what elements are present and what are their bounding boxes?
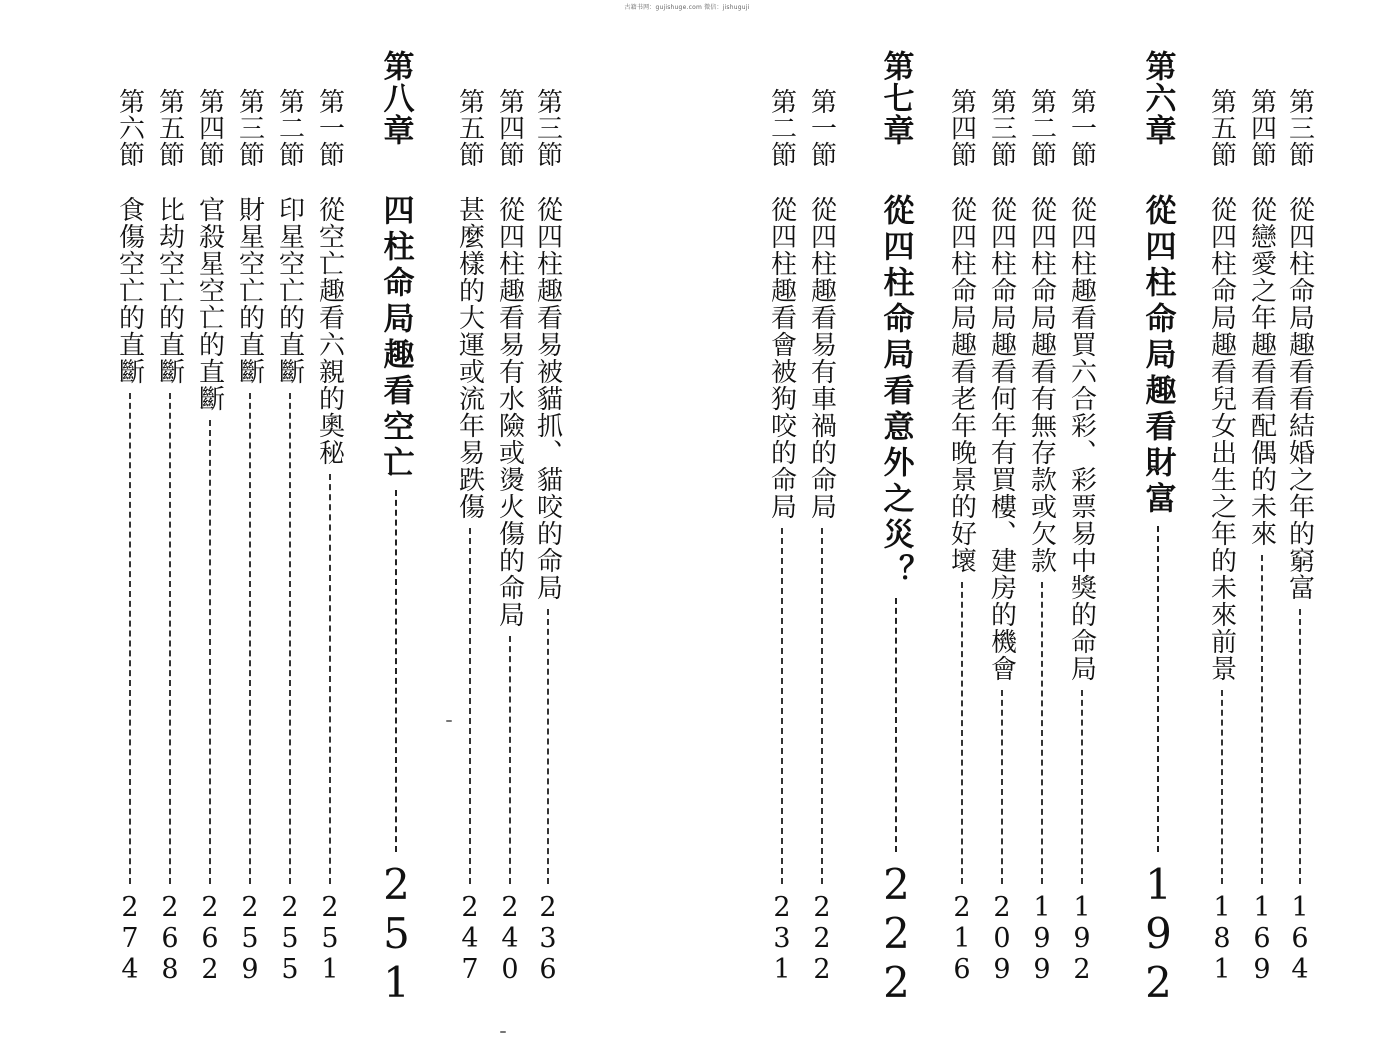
page-number: 240	[494, 892, 526, 985]
page-number: 222	[806, 892, 838, 985]
dotted-leader	[895, 598, 897, 852]
page-number: 222	[872, 860, 921, 1007]
dotted-leader	[169, 393, 171, 884]
section-label: 第三節	[1284, 88, 1315, 168]
dotted-leader	[129, 393, 131, 884]
section-entry	[273, 0, 307, 1059]
page-number: 192	[1066, 892, 1098, 985]
section-label: 第二節	[766, 88, 797, 168]
dotted-leader	[249, 393, 251, 884]
dotted-leader	[289, 393, 291, 884]
section-title: 從四柱趣看易有水險或燙火傷的命局	[494, 196, 525, 628]
section-label: 第五節	[1206, 88, 1237, 168]
dotted-leader	[547, 609, 549, 884]
dotted-leader	[1261, 555, 1263, 884]
page-number: 169	[1246, 892, 1278, 985]
section-title: 比劫空亡的直斷	[154, 196, 185, 385]
dotted-leader	[1157, 526, 1159, 852]
section-label: 第四節	[946, 88, 977, 168]
section-title: 從四柱命局趣看何年有買樓、建房的機會	[986, 196, 1017, 682]
page-number: 216	[946, 892, 978, 985]
section-entry	[153, 0, 187, 1059]
section-entry	[945, 0, 979, 1059]
section-label: 第四節	[1246, 88, 1277, 168]
section-entry	[765, 0, 799, 1059]
section-entry	[1205, 0, 1239, 1059]
section-title: 食傷空亡的直斷	[114, 196, 145, 385]
chapter-label: 第七章	[877, 50, 914, 146]
section-title: 從四柱趣看易被貓抓、貓咬的命局	[532, 196, 563, 601]
section-title: 官殺星空亡的直斷	[194, 196, 225, 412]
dotted-leader	[209, 420, 211, 884]
page-number: 164	[1284, 892, 1316, 985]
dotted-leader	[395, 490, 397, 852]
scan-speck	[500, 1031, 506, 1033]
section-entry	[453, 0, 487, 1059]
page-number: 209	[986, 892, 1018, 985]
section-label: 第六節	[114, 88, 145, 168]
dotted-leader	[821, 528, 823, 884]
dotted-leader	[1299, 609, 1301, 884]
page-number: 251	[372, 860, 421, 1007]
section-title: 從四柱趣看會被狗咬的命局	[766, 196, 797, 520]
section-label: 第二節	[1026, 88, 1057, 168]
section-entry	[233, 0, 267, 1059]
section-label: 第四節	[194, 88, 225, 168]
dotted-leader	[1221, 690, 1223, 884]
page-number: 268	[154, 892, 186, 985]
dotted-leader	[1081, 690, 1083, 884]
page-number: 199	[1026, 892, 1058, 985]
dotted-leader	[1001, 690, 1003, 884]
dotted-leader	[1041, 582, 1043, 884]
page-number: 251	[314, 892, 346, 985]
dotted-leader	[329, 474, 331, 884]
dotted-leader	[469, 528, 471, 884]
chapter-entry	[872, 0, 921, 1059]
section-label: 第五節	[154, 88, 185, 168]
section-label: 第一節	[1066, 88, 1097, 168]
section-entry	[1245, 0, 1279, 1059]
section-entry	[805, 0, 839, 1059]
section-title: 從四柱趣看易有車禍的命局	[806, 196, 837, 520]
section-title: 從四柱命局趣看老年晚景的好壞	[946, 196, 977, 574]
dotted-leader	[509, 636, 511, 884]
section-title: 從四柱命局趣看看結婚之年的窮富	[1284, 196, 1315, 601]
section-title: 從戀愛之年趣看看配偶的未來	[1246, 196, 1277, 547]
dotted-leader	[961, 582, 963, 884]
section-entry	[313, 0, 347, 1059]
section-entry	[1025, 0, 1059, 1059]
section-entry	[531, 0, 565, 1059]
chapter-entry	[1134, 0, 1183, 1059]
page-number: 192	[1134, 860, 1183, 1007]
section-title: 甚麼樣的大運或流年易跌傷	[454, 196, 485, 520]
section-label: 第一節	[806, 88, 837, 168]
page-number: 262	[194, 892, 226, 985]
section-label: 第二節	[274, 88, 305, 168]
section-title: 印星空亡的直斷	[274, 196, 305, 385]
section-entry	[193, 0, 227, 1059]
chapter-label: 第六章	[1139, 50, 1176, 146]
section-title: 從四柱命局趣看兒女出生之年的未來前景	[1206, 196, 1237, 682]
chapter-title: 四柱命局趣看空亡	[377, 194, 414, 482]
section-label: 第三節	[532, 88, 563, 168]
section-label: 第三節	[986, 88, 1017, 168]
section-entry	[113, 0, 147, 1059]
section-entry	[1283, 0, 1317, 1059]
page-number: 259	[234, 892, 266, 985]
chapter-label: 第八章	[377, 50, 414, 146]
section-entry	[1065, 0, 1099, 1059]
chapter-title: 從四柱命局看意外之災？	[877, 194, 914, 590]
page-number: 247	[454, 892, 486, 985]
section-label: 第四節	[494, 88, 525, 168]
section-label: 第三節	[234, 88, 265, 168]
dotted-leader	[781, 528, 783, 884]
section-label: 第五節	[454, 88, 485, 168]
section-entry	[493, 0, 527, 1059]
chapter-title: 從四柱命局趣看財富	[1139, 194, 1176, 518]
section-entry	[985, 0, 1019, 1059]
scan-speck	[446, 720, 452, 722]
page-number: 255	[274, 892, 306, 985]
section-label: 第一節	[314, 88, 345, 168]
section-title: 從四柱命局趣看有無存款或欠款	[1026, 196, 1057, 574]
page-number: 274	[114, 892, 146, 985]
section-title: 從空亡趣看六親的奧秘	[314, 196, 345, 466]
chapter-entry	[372, 0, 421, 1059]
page-number: 181	[1206, 892, 1238, 985]
section-title: 財星空亡的直斷	[234, 196, 265, 385]
section-title: 從四柱趣看買六合彩、彩票易中獎的命局	[1066, 196, 1097, 682]
watermark: 古籍书网：gujishuge.com 微信：jishuguji	[624, 4, 750, 11]
page-number: 231	[766, 892, 798, 985]
page-number: 236	[532, 892, 564, 985]
